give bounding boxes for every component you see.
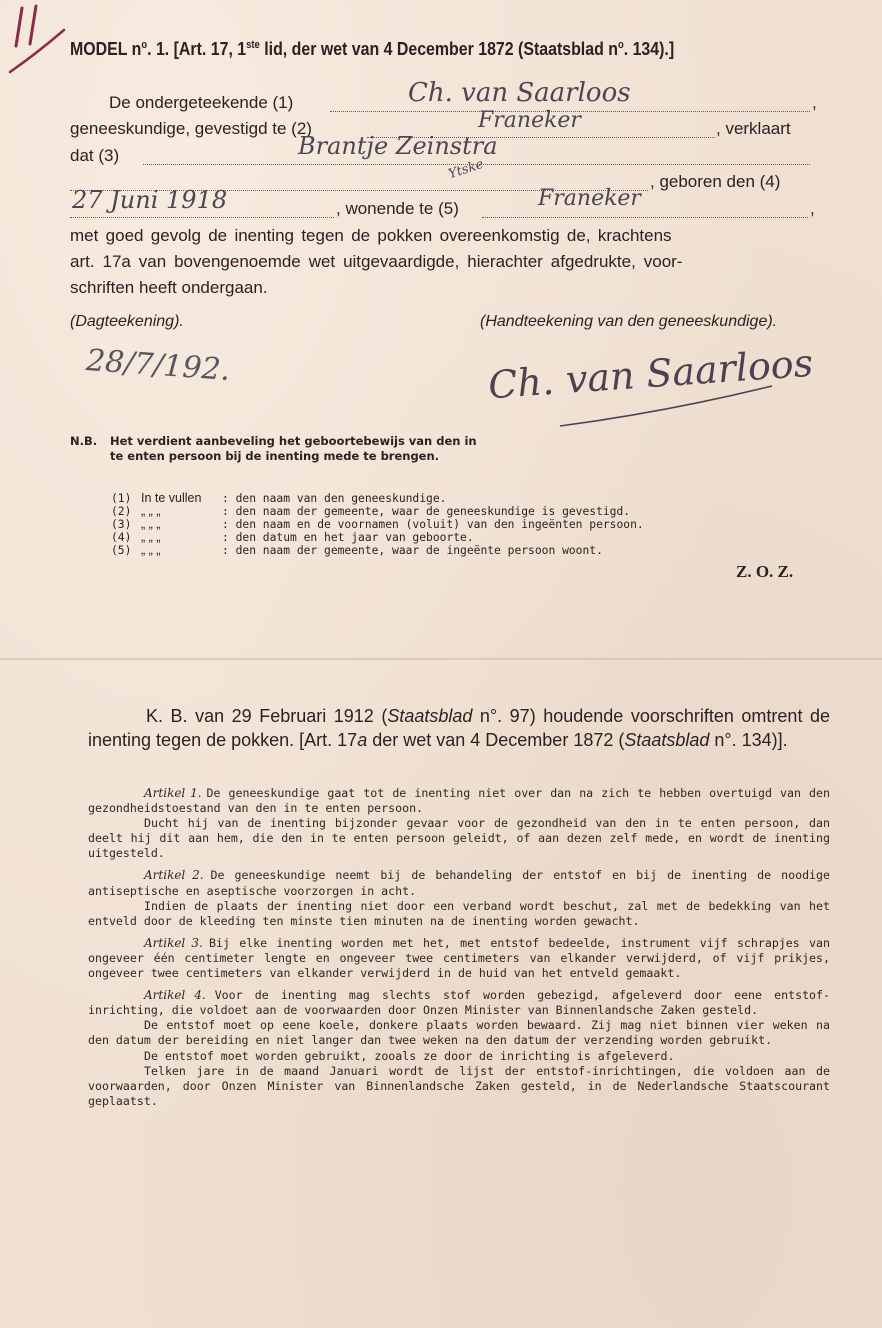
footnote-marks: „ „ „ — [141, 517, 161, 531]
article-paragraph — [88, 1064, 830, 1109]
footnote-number: (5) — [111, 544, 132, 557]
article-paragraph — [88, 899, 830, 929]
article-text: Indien de plaats der inenting niet door een verband wordt beschut, zal met de bedekking van het entveld door de kleeding ten minste tien minuten na de inenting worden gewacht. — [88, 898, 830, 928]
footnote-text: : den naam van den geneeskundige. — [222, 492, 447, 505]
zoz-mark: Z. O. Z. — [736, 562, 794, 581]
nb-text: Het verdient aanbeveling het geboortebewijs van den in te enten persoon bij de inenting mede te brengen. — [110, 434, 477, 463]
kb-part-2: n°. 97) houdende voorschriften omtrent de inenting tegen de pokken. [Art. 17 — [88, 706, 830, 750]
residence-field — [482, 201, 808, 218]
article-block — [88, 936, 830, 981]
article-title: Artikel 3. — [144, 935, 209, 950]
footnote-text: : den datum en het jaar van geboorte. — [222, 531, 474, 544]
form-line-4-end: , geboren den (4) — [650, 172, 781, 191]
footnote-text: : den naam der gemeente, waar de ingeënte persoon woont. — [222, 544, 603, 557]
footnote-number: (4) — [111, 531, 132, 544]
article-paragraph — [88, 1049, 830, 1064]
corner-number-mark — [8, 2, 68, 74]
footnote-text: : den naam en de voornamen (voluit) van den ingeënten persoon. — [222, 518, 644, 531]
doctor-name-handwriting: Ch. van Saarloos — [408, 78, 631, 108]
article-text: De entstof moet op eene koele, donkere plaats worden bewaard. Zij mag niet binnen vier weken na den datum der bereiding en niet langer dan twee weken na den datum der verzending worden gebruikt. — [88, 1018, 830, 1048]
nb-note — [70, 434, 490, 482]
person-name-handwriting: Brantje Zeinstra — [298, 132, 498, 160]
footnote-number: (2) — [111, 505, 132, 518]
articles-section — [88, 786, 830, 1116]
form-line-5-end: , — [810, 199, 815, 218]
footnote-row — [111, 518, 691, 531]
article-block — [88, 988, 830, 1109]
signature-handwriting: Ch. van Saarloos — [486, 340, 815, 408]
birth-date-handwriting: 27 Juni 1918 — [72, 186, 228, 214]
paper-fold-line — [0, 658, 882, 660]
header-sup-1: o — [141, 38, 148, 51]
kb-part-1: K. B. van 29 Februari 1912 ( — [146, 706, 388, 726]
article-text: De geneeskundige neemt bij de behandeling der entstof en bij de inenting de noodige antiseptische en aseptische voorzorgen in acht. — [88, 868, 830, 898]
footnote-text: : den naam der gemeente, waar de geneeskundige is gevestigd. — [222, 505, 631, 518]
article-text: De entstof moet worden gebruikt, zooals ze door de inrichting is afgeleverd. — [144, 1048, 675, 1063]
footnote-marks: In te vullen — [141, 491, 202, 505]
article-text: Voor de inenting mag slechts stof worden gebezigd, afgeleverd door eene entstof-inrichting, die voldoet aan de voorwaarden door Onzen Minister van Binnenlandsche Zaken gesteld. — [88, 988, 830, 1018]
article-paragraph — [88, 988, 830, 1018]
article-block — [88, 868, 830, 928]
footnote-row — [111, 505, 691, 518]
article-title: Artikel 4. — [144, 988, 215, 1003]
article-text: Ducht hij van de inenting bijzonder gevaar voor de gezondheid van den in te enten persoon, dan deelt hij dit aan hem, die den in te enten persoon geleidt, of aan dezen zelf mede, en wordt de inenting uitgesteld. — [88, 816, 830, 861]
article-paragraph — [88, 1018, 830, 1048]
article-title: Artikel 1. — [144, 786, 207, 800]
kb-heading-paragraph — [88, 704, 830, 752]
article-paragraph — [88, 816, 830, 861]
nb-label: N.B. — [70, 434, 98, 448]
footnote-marks: „ „ „ — [141, 543, 161, 557]
article-text: De geneeskundige gaat tot de inenting niet over dan na zich te hebben overtuigd van den gezondheidstoestand van den in te enten persoon. — [88, 786, 830, 816]
header-sup-2: ste — [246, 38, 260, 51]
residence-handwriting: Franeker — [538, 186, 641, 211]
form-line-5-mid: , wonende te (5) — [336, 199, 459, 218]
header-sup-3: o — [617, 38, 624, 51]
person-extra-handwriting: Ytske — [446, 156, 486, 183]
article-paragraph — [88, 936, 830, 981]
footnote-number: (1) — [111, 492, 132, 505]
form-line-2-label: geneeskundige, gevestigd te (2) — [70, 119, 312, 138]
footnote-row — [111, 544, 691, 557]
header-part-3: lid, der wet van 4 December 1872 (Staatsblad n — [259, 38, 618, 59]
footnote-row — [111, 531, 691, 544]
article-text: Telken jare in de maand Januari wordt de lijst der entstof-inrichtingen, die voldoen aan de voorwaarden, door Onzen Minister van Binnenlandsche Zaken gesteld, in de Nederlandsche Staatscourant geplaatst. — [88, 1063, 830, 1108]
date-label: (Dagteekening). — [70, 313, 184, 330]
signed-date-handwriting: 28/7/192. — [84, 343, 232, 388]
form-line-7: art. 17a van bovengenoemde wet uitgevaardigde, hierachter afgedrukte, voor- — [70, 252, 683, 271]
article-block — [88, 786, 830, 861]
header-part-2: . 1. [Art. 17, 1 — [147, 38, 247, 59]
article-paragraph — [88, 786, 830, 816]
form-line-8: schriften heeft ondergaan. — [70, 278, 268, 297]
place-handwriting: Franeker — [478, 108, 581, 133]
kb-italic-3: Staatsblad — [624, 730, 710, 750]
form-line-1-label: De ondergeteekende (1) — [109, 93, 294, 112]
footnotes-list — [111, 492, 691, 557]
header-model: MODEL n — [70, 38, 142, 59]
signature-label: (Handteekening van den geneeskundige). — [480, 313, 778, 330]
footnote-row — [111, 492, 691, 505]
kb-part-3: der wet van 4 December 1872 ( — [367, 730, 625, 750]
footnote-marks: „ „ „ — [141, 530, 161, 544]
article-paragraph — [88, 868, 830, 898]
footnote-marks: „ „ „ — [141, 504, 161, 518]
kb-part-4: n°. 134)]. — [709, 730, 788, 750]
form-line-1-end: , — [812, 93, 817, 112]
signature-flourish — [556, 376, 776, 432]
header-part-4: . 134).] — [623, 38, 675, 59]
form-line-6: met goed gevolg de inenting tegen de pokken overeenkomstig de, krachtens — [70, 226, 672, 245]
model-header — [70, 38, 715, 60]
kb-italic-2: a — [357, 730, 368, 750]
kb-italic-1: Staatsblad — [387, 706, 473, 726]
article-text: Bij elke inenting worden met het, met entstof bedeelde, instrument vijf schrapjes van ongeveer één centimeter lengte en ongeveer twee centimeters van elkander verwijderd, of vijf prikjes, ongeveer twee centimeters van elkander verwijderd in de huid van het entveld gemaakt. — [88, 935, 830, 981]
footnote-number: (3) — [111, 518, 132, 531]
article-title: Artikel 2. — [144, 868, 211, 883]
form-line-3-label: dat (3) — [70, 146, 120, 165]
form-line-2-end: , verklaart — [716, 119, 791, 138]
